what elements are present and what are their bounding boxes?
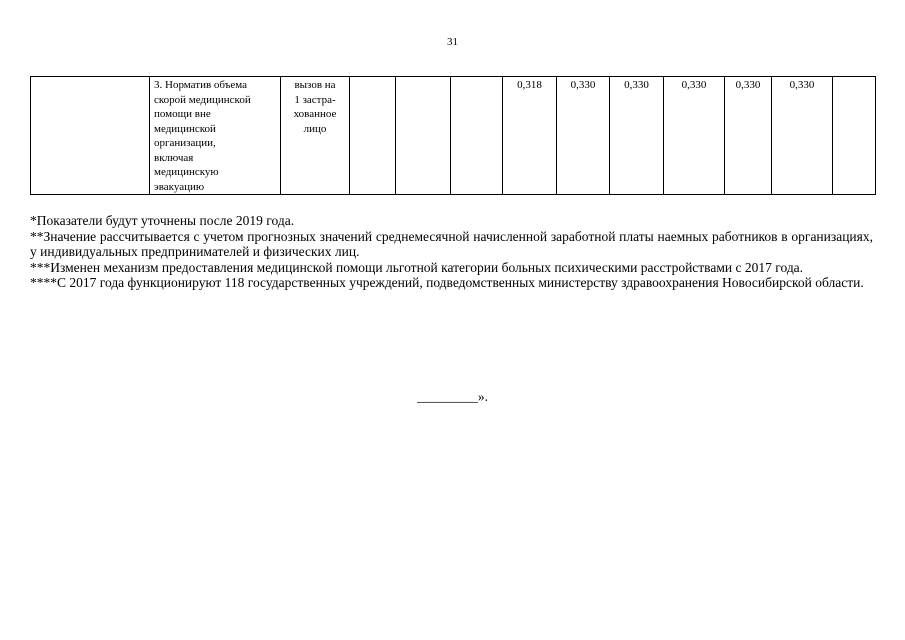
indicator-line: эвакуацию [154, 180, 205, 193]
data-table [30, 76, 876, 195]
empty-cell [31, 77, 150, 195]
value-cell: 0,318 [503, 77, 557, 195]
closing-mark: _________». [417, 389, 488, 404]
value-cell: 0,330 [610, 77, 664, 195]
indicator-line: медицинской [154, 122, 216, 135]
empty-cell [833, 77, 876, 195]
unit-cell [281, 77, 350, 195]
footnote: ***Изменен механизм предоставления медицинской помощи льготной категории больных психическими расстройствами с 2017 года. [30, 259, 804, 275]
footnote: *Показатели будут уточнены после 2019 года. [30, 213, 295, 228]
value-cell: 0,330 [725, 77, 772, 195]
page-number: 31 [447, 36, 458, 48]
empty-cell [350, 77, 396, 195]
empty-cell [396, 77, 451, 195]
indicator-line: медицинскую [154, 166, 219, 178]
indicator-name-cell [150, 77, 281, 195]
unit-line: 1 застра- [294, 93, 336, 106]
indicator-line: 3. Норматив объема [154, 79, 248, 91]
unit-line: лицо [303, 122, 327, 135]
value-cell: 0,330 [664, 77, 725, 195]
value-cell: 0,330 [557, 77, 610, 195]
indicator-line: скорой медицинской [154, 93, 251, 106]
footnote: ****С 2017 года функционируют 118 государственных учреждений, подведомственных министерству здравоохранения Новосибирской области. [30, 275, 864, 291]
table-row [31, 77, 876, 195]
indicator-line: включая [154, 151, 194, 164]
unit-line: хованное [293, 108, 337, 120]
value-cell: 0,330 [772, 77, 833, 195]
footnotes [30, 213, 873, 291]
unit-line: вызов на [294, 79, 336, 91]
footnote: **Значение рассчитывается с учетом прогнозных значений среднемесячной начисленной заработной платы наемных работников в организациях, у индивидуальных предпринимателей и физических лиц. [30, 228, 873, 260]
empty-cell [451, 77, 503, 195]
indicator-line: помощи вне [154, 108, 211, 120]
indicator-line: организации, [154, 137, 216, 149]
